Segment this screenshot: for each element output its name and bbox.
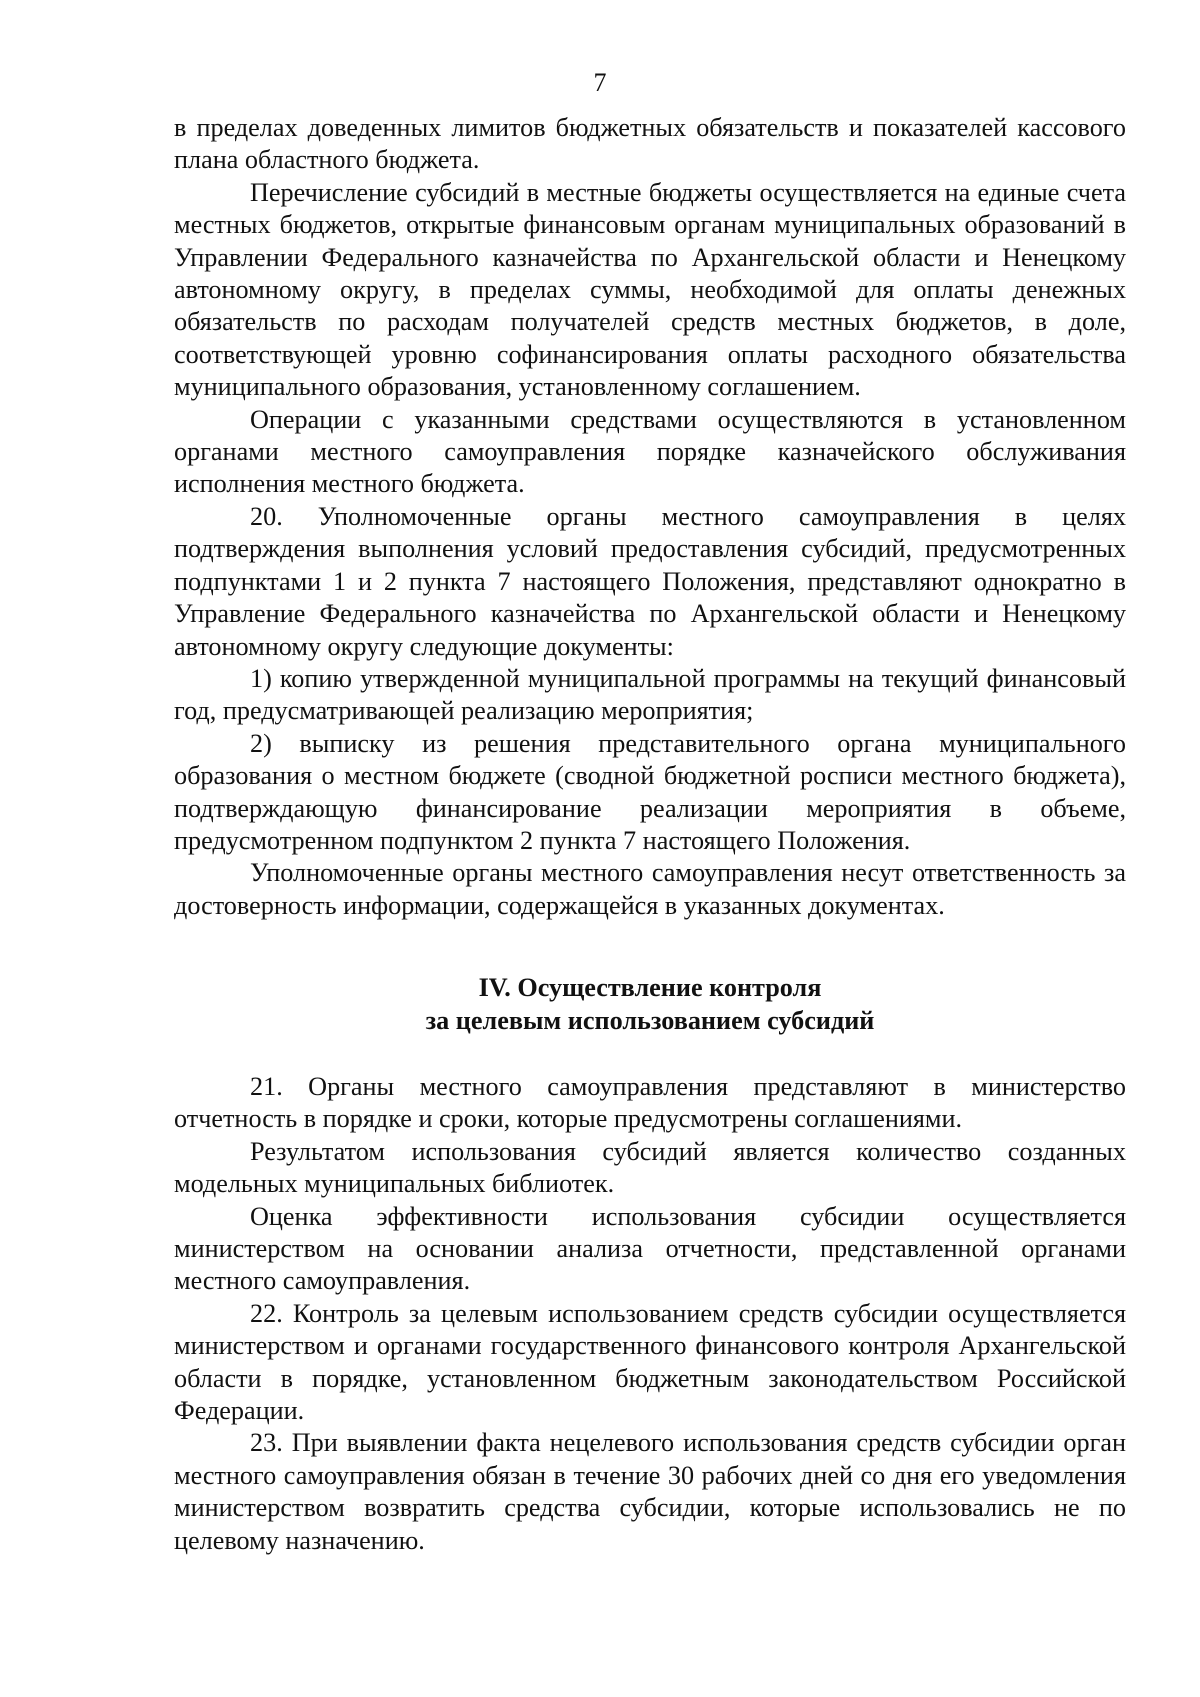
page-number: 7 bbox=[593, 68, 607, 97]
document-body bbox=[174, 112, 1126, 1557]
clause-21: 21. Органы местного самоуправления представляют в министерство отчетность в порядке и сроки, которые предусмотрены соглашениями. bbox=[174, 1071, 1126, 1134]
section-heading-line-2: за целевым использованием субсидий bbox=[425, 1005, 875, 1035]
paragraph-continuation: в пределах доведенных лимитов бюджетных обязательств и показателей кассового плана областного бюджета. bbox=[174, 113, 1126, 175]
clause-20-item-1: 1) копию утвержденной муниципальной программы на текущий финансовый год, предусматривающей реализацию мероприятия; bbox=[174, 663, 1126, 726]
section-heading-line-1: IV. Осуществление контроля bbox=[478, 973, 822, 1003]
clause-23: 23. При выявлении факта нецелевого использования средств субсидии орган местного самоуправления обязан в течение 30 рабочих дней со дня его уведомления министерством возвратить средства субсидии, которые использовались не по целевому назначению. bbox=[174, 1428, 1126, 1555]
clause-20-item-2: 2) выписку из решения представительного органа муниципального образования о местном бюджете (сводной бюджетной росписи местного бюджета), подтверждающую финансирование реализации мероприятия в объеме, предусмотренном подпунктом 2 пункта 7 настоящего Положения. bbox=[174, 728, 1126, 855]
paragraph-transfer-of-subsidies: Перечисление субсидий в местные бюджеты осуществляется на единые счета местных бюджетов, открытые финансовым органам муниципальных образований в Управлении Федерального казначейства по Архангельской области и Ненецкому автономному округу, в пределах суммы, необходимой для оплаты денежных обязательств по расходам получателей средств местных бюджетов, в доле, соответствующей уровню софинансирования оплаты расходного обязательства муниципального образования, установленному соглашением. bbox=[174, 177, 1126, 402]
paragraph-responsibility: Уполномоченные органы местного самоуправления несут ответственность за достоверность информации, содержащейся в указанных документах. bbox=[174, 858, 1126, 920]
paragraph-operations: Операции с указанными средствами осуществляются в установленном органами местного самоуправления порядке казначейского обслуживания исполнения местного бюджета. bbox=[174, 404, 1126, 499]
clause-22: 22. Контроль за целевым использованием средств субсидии осуществляется министерством и органами государственного финансового контроля Архангельской области в порядке, установленном бюджетным законодательством Российской Федерации. bbox=[174, 1298, 1126, 1426]
section-heading bbox=[174, 972, 1126, 1037]
paragraph-result: Результатом использования субсидий является количество созданных модельных муниципальных библиотек. bbox=[174, 1136, 1126, 1199]
paragraph-efficiency: Оценка эффективности использования субсидии осуществляется министерством на основании анализа отчетности, представленной органами местного самоуправления. bbox=[174, 1201, 1126, 1296]
clause-20: 20. Уполномоченные органы местного самоуправления в целях подтверждения выполнения условий предоставления субсидий, предусмотренных подпунктами 1 и 2 пункта 7 настоящего Положения, представляют однократно в Управление Федерального казначейства по Архангельской области и Ненецкому автономному округу следующие документы: bbox=[174, 501, 1126, 661]
